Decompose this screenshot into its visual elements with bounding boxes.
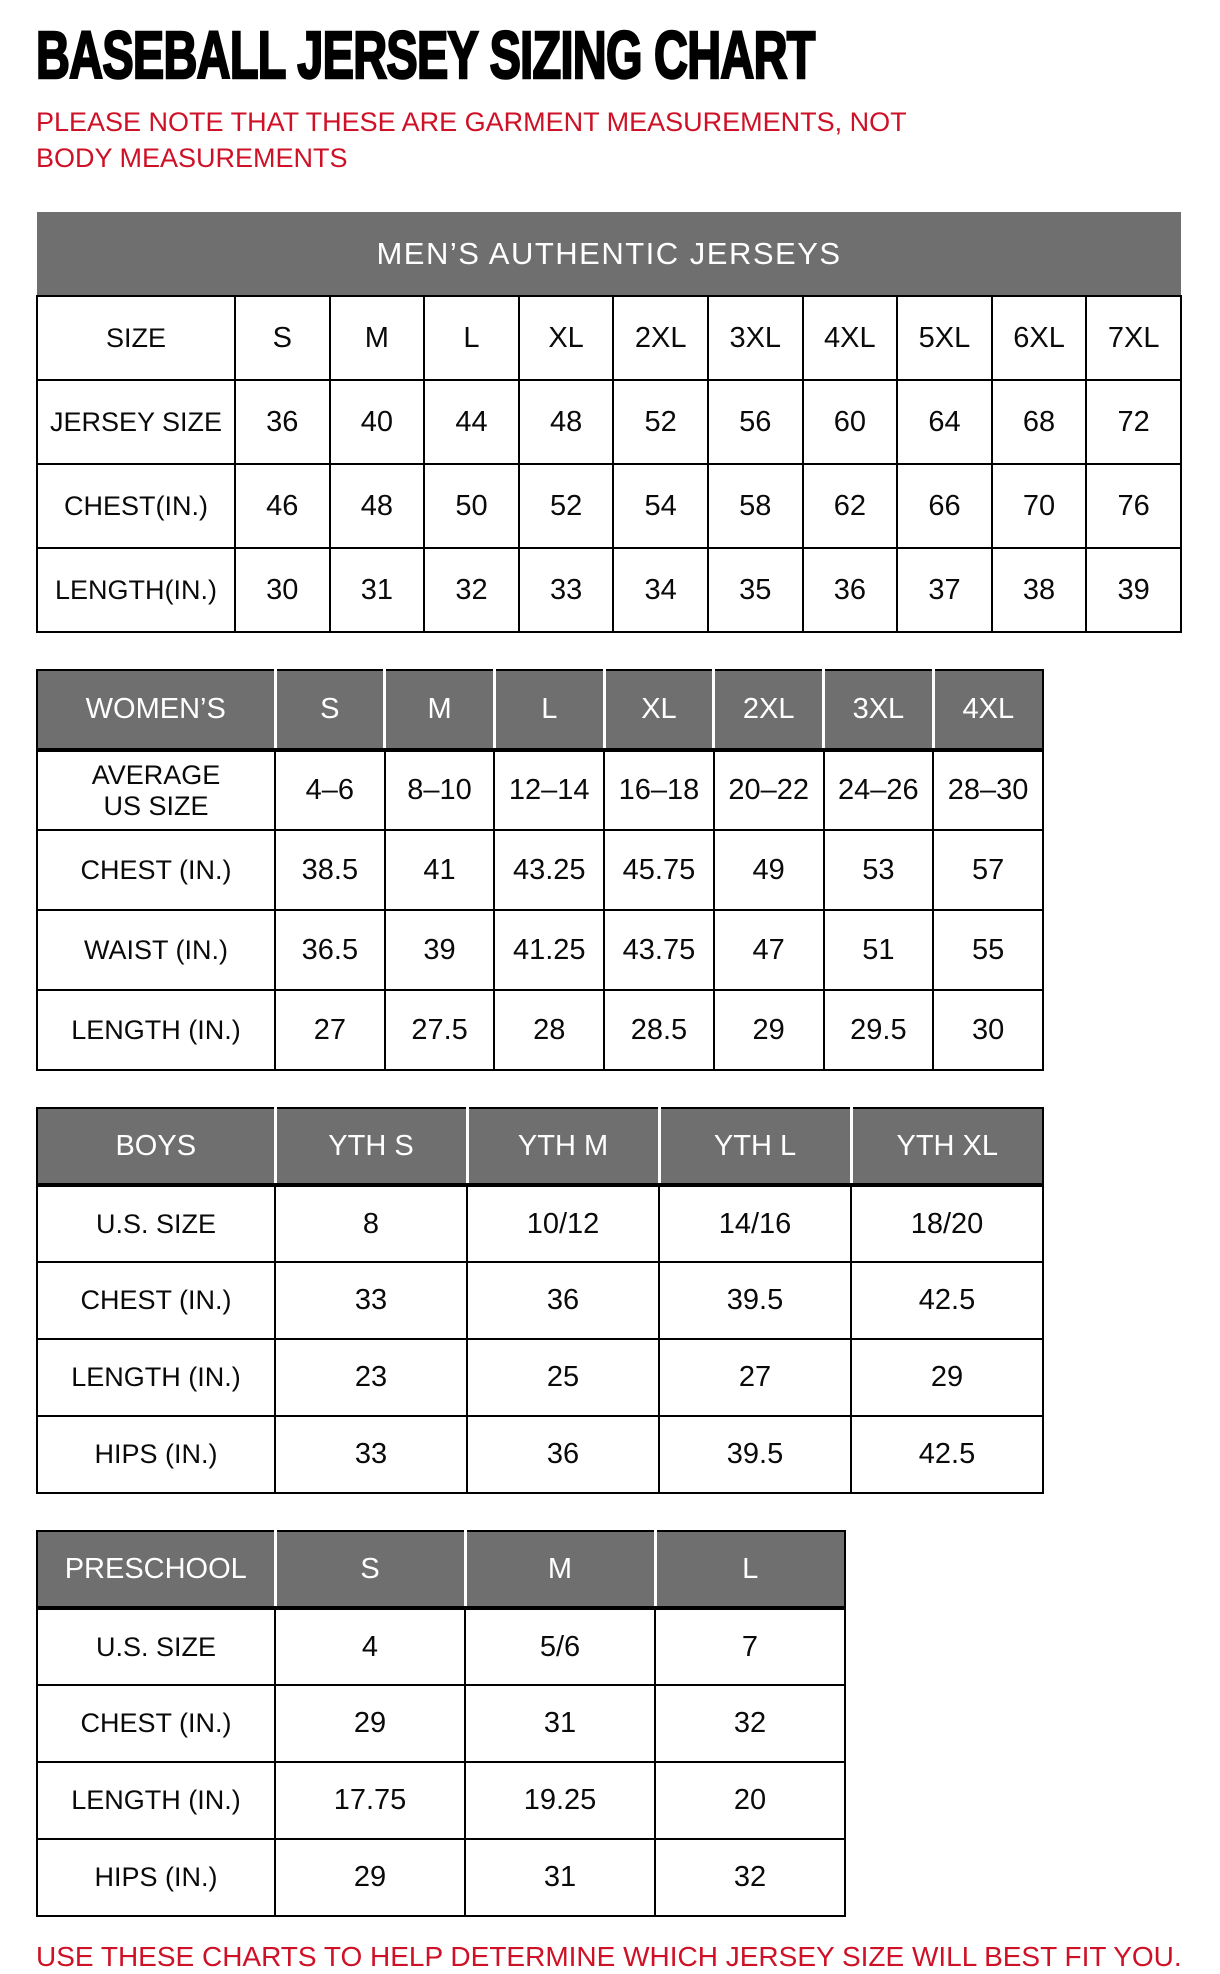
row-label-line: US SIZE	[103, 790, 209, 821]
size-value: 4–6	[275, 750, 385, 830]
boys-sizing-table	[36, 1107, 1044, 1494]
column-header-row	[37, 670, 1043, 750]
size-value: 47	[714, 910, 824, 990]
size-value: 23	[275, 1339, 467, 1416]
size-value: 32	[655, 1685, 845, 1762]
size-value: 76	[1086, 464, 1181, 548]
row-label: CHEST (IN.)	[37, 1685, 275, 1762]
size-value: 52	[613, 380, 708, 464]
column-header: S	[235, 296, 330, 380]
size-value: 58	[708, 464, 803, 548]
size-value: 16–18	[604, 750, 714, 830]
size-value: 39	[1086, 548, 1181, 632]
column-header: L	[655, 1531, 845, 1608]
size-value: 35	[708, 548, 803, 632]
size-value: 37	[897, 548, 992, 632]
size-value: 60	[803, 380, 898, 464]
size-value: 30	[235, 548, 330, 632]
size-value: 48	[330, 464, 425, 548]
size-value: 68	[992, 380, 1087, 464]
column-header: YTH XL	[851, 1108, 1043, 1185]
column-header: 6XL	[992, 296, 1087, 380]
size-value: 44	[424, 380, 519, 464]
size-value: 56	[708, 380, 803, 464]
table-row	[37, 380, 1181, 464]
size-value: 41.25	[494, 910, 604, 990]
size-value: 55	[933, 910, 1043, 990]
column-header: 3XL	[708, 296, 803, 380]
row-label: JERSEY SIZE	[37, 380, 235, 464]
size-value: 51	[824, 910, 934, 990]
size-value: 36.5	[275, 910, 385, 990]
size-value: 43.75	[604, 910, 714, 990]
row-label: LENGTH (IN.)	[37, 1762, 275, 1839]
size-value: 39.5	[659, 1416, 851, 1493]
column-header: 2XL	[613, 296, 708, 380]
column-header: XL	[604, 670, 714, 750]
size-value: 66	[897, 464, 992, 548]
column-header: 5XL	[897, 296, 992, 380]
column-header: L	[494, 670, 604, 750]
size-value: 14/16	[659, 1185, 851, 1262]
size-value: 62	[803, 464, 898, 548]
row-label: CHEST (IN.)	[37, 830, 275, 910]
size-value: 4	[275, 1608, 465, 1685]
size-value: 70	[992, 464, 1087, 548]
size-value: 29	[851, 1339, 1043, 1416]
column-header: 7XL	[1086, 296, 1181, 380]
column-header: L	[424, 296, 519, 380]
womens-sizing-table	[36, 669, 1044, 1071]
table-row	[37, 548, 1181, 632]
size-value: 72	[1086, 380, 1181, 464]
size-value: 36	[803, 548, 898, 632]
page-title: BASEBALL JERSEY SIZING CHART	[36, 18, 815, 93]
column-header: M	[330, 296, 425, 380]
size-value: 10/12	[467, 1185, 659, 1262]
row-label: LENGTH (IN.)	[37, 990, 275, 1070]
size-value: 29	[275, 1839, 465, 1916]
size-value: 25	[467, 1339, 659, 1416]
column-header: 4XL	[803, 296, 898, 380]
row-label: U.S. SIZE	[37, 1185, 275, 1262]
size-value: 5/6	[465, 1608, 655, 1685]
size-value: 28–30	[933, 750, 1043, 830]
size-value: 29	[714, 990, 824, 1070]
size-value: 33	[275, 1416, 467, 1493]
size-value: 27	[659, 1339, 851, 1416]
row-label: CHEST (IN.)	[37, 1262, 275, 1339]
column-header: YTH L	[659, 1108, 851, 1185]
size-value: 42.5	[851, 1416, 1043, 1493]
table-row	[37, 1185, 1043, 1262]
size-value: 29.5	[824, 990, 934, 1070]
size-value: 45.75	[604, 830, 714, 910]
column-header-row	[37, 296, 1181, 380]
table-title-row	[37, 212, 1181, 296]
table-row	[37, 830, 1043, 910]
size-value: 52	[519, 464, 614, 548]
size-value: 32	[424, 548, 519, 632]
column-header: 3XL	[824, 670, 934, 750]
size-value: 38.5	[275, 830, 385, 910]
size-value: 64	[897, 380, 992, 464]
size-value: 36	[467, 1262, 659, 1339]
table-row	[37, 1608, 845, 1685]
size-value: 8	[275, 1185, 467, 1262]
mens-sizing-table	[36, 212, 1182, 633]
table-row	[37, 464, 1181, 548]
table-corner-label: BOYS	[37, 1108, 275, 1185]
size-value: 36	[235, 380, 330, 464]
table-row	[37, 1416, 1043, 1493]
size-value: 46	[235, 464, 330, 548]
size-value: 31	[330, 548, 425, 632]
size-value: 38	[992, 548, 1087, 632]
row-label-line: AVERAGE	[91, 759, 221, 790]
size-value: 33	[275, 1262, 467, 1339]
size-value: 24–26	[824, 750, 934, 830]
size-value: 27.5	[385, 990, 495, 1070]
table-row	[37, 1839, 845, 1916]
size-value: 48	[519, 380, 614, 464]
table-row	[37, 1339, 1043, 1416]
table-title: MEN’S AUTHENTIC JERSEYS	[37, 212, 1181, 296]
row-label: WAIST (IN.)	[37, 910, 275, 990]
column-header: S	[275, 670, 385, 750]
column-header: S	[275, 1531, 465, 1608]
size-value: 57	[933, 830, 1043, 910]
size-value: 18/20	[851, 1185, 1043, 1262]
column-header-row	[37, 1108, 1043, 1185]
preschool-sizing-table	[36, 1530, 846, 1917]
column-header: YTH M	[467, 1108, 659, 1185]
size-value: 36	[467, 1416, 659, 1493]
table-row	[37, 990, 1043, 1070]
table-row	[37, 1262, 1043, 1339]
size-value: 34	[613, 548, 708, 632]
column-header: 4XL	[933, 670, 1043, 750]
table-row	[37, 1762, 845, 1839]
table-corner-label: SIZE	[37, 296, 235, 380]
size-value: 12–14	[494, 750, 604, 830]
size-value: 29	[275, 1685, 465, 1762]
row-label: LENGTH (IN.)	[37, 1339, 275, 1416]
column-header: M	[385, 670, 495, 750]
size-value: 20–22	[714, 750, 824, 830]
size-value: 8–10	[385, 750, 495, 830]
size-value: 30	[933, 990, 1043, 1070]
table-row	[37, 910, 1043, 990]
size-value: 40	[330, 380, 425, 464]
size-value: 32	[655, 1839, 845, 1916]
size-value: 39.5	[659, 1262, 851, 1339]
size-value: 42.5	[851, 1262, 1043, 1339]
column-header-row	[37, 1531, 845, 1608]
size-value: 28	[494, 990, 604, 1070]
size-value: 49	[714, 830, 824, 910]
size-value: 17.75	[275, 1762, 465, 1839]
size-value: 33	[519, 548, 614, 632]
size-value: 39	[385, 910, 495, 990]
row-label: CHEST(IN.)	[37, 464, 235, 548]
size-value: 20	[655, 1762, 845, 1839]
size-value: 19.25	[465, 1762, 655, 1839]
column-header: M	[465, 1531, 655, 1608]
size-value: 43.25	[494, 830, 604, 910]
size-value: 54	[613, 464, 708, 548]
size-value: 41	[385, 830, 495, 910]
row-label: U.S. SIZE	[37, 1608, 275, 1685]
column-header: XL	[519, 296, 614, 380]
column-header: 2XL	[714, 670, 824, 750]
table-row	[37, 1685, 845, 1762]
size-value: 53	[824, 830, 934, 910]
size-value: 31	[465, 1685, 655, 1762]
table-corner-label: PRESCHOOL	[37, 1531, 275, 1608]
size-value: 28.5	[604, 990, 714, 1070]
size-value: 7	[655, 1608, 845, 1685]
row-label: HIPS (IN.)	[37, 1839, 275, 1916]
size-value: 27	[275, 990, 385, 1070]
fit-advice-note: USE THESE CHARTS TO HELP DETERMINE WHICH JERSEY SIZE WILL BEST FIT YOU.	[36, 1941, 1182, 1973]
size-value: 31	[465, 1839, 655, 1916]
row-label: HIPS (IN.)	[37, 1416, 275, 1493]
column-header: YTH S	[275, 1108, 467, 1185]
row-label: LENGTH(IN.)	[37, 548, 235, 632]
size-value: 50	[424, 464, 519, 548]
table-row	[37, 750, 1043, 830]
garment-measurements-note: PLEASE NOTE THAT THESE ARE GARMENT MEASUREMENTS, NOT BODY MEASUREMENTS	[36, 107, 907, 173]
row-label	[37, 750, 275, 830]
table-corner-label: WOMEN’S	[37, 670, 275, 750]
